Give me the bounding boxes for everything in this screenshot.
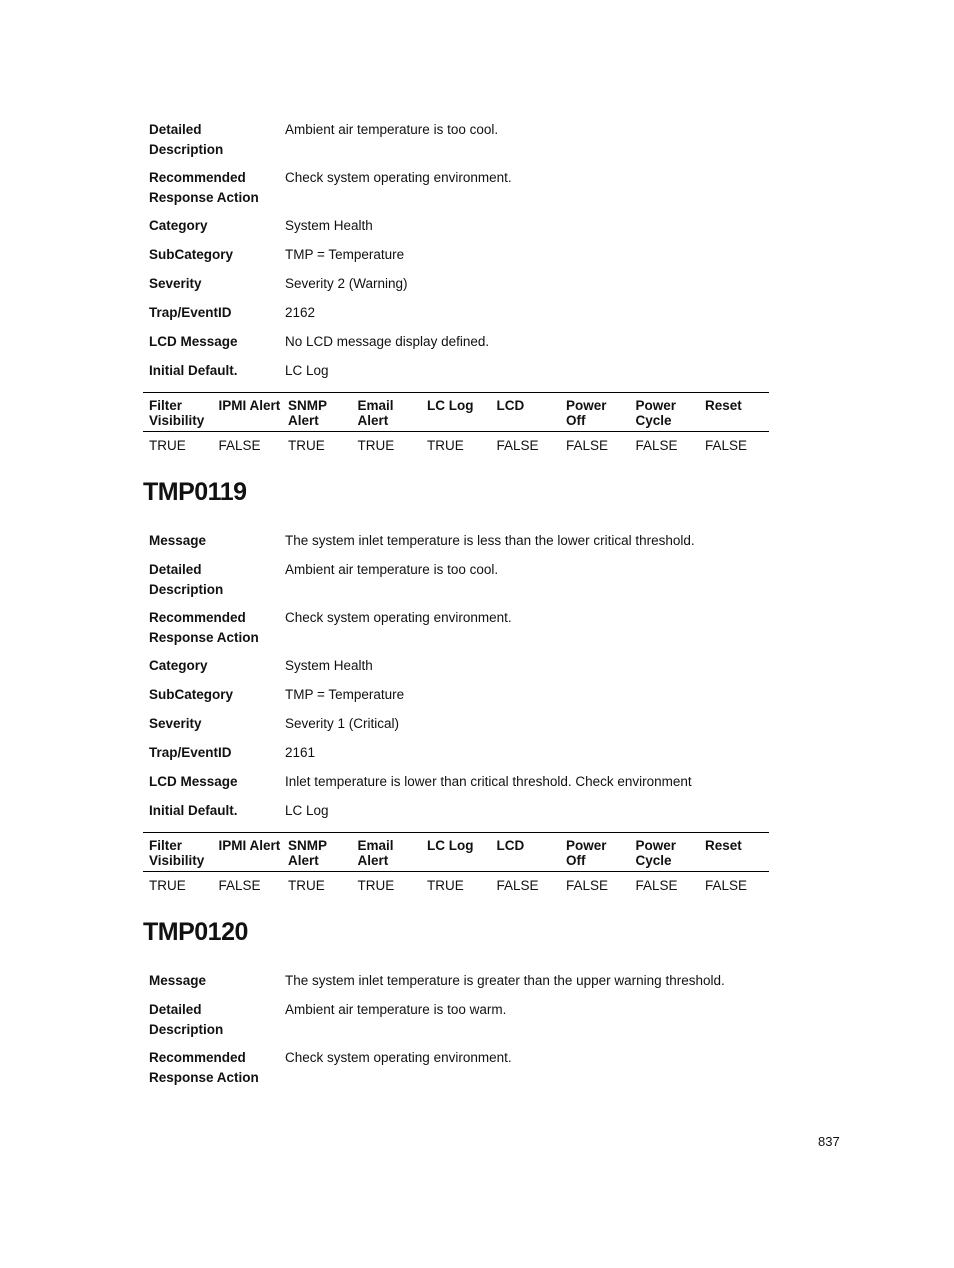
- filter-table-row: [143, 872, 769, 893]
- recommended-response-label: Recommended Response Action: [149, 1050, 259, 1085]
- filter-value-cell: TRUE: [149, 438, 186, 453]
- trap-event-id-label: Trap/EventID: [149, 305, 232, 320]
- filter-header-cell: LC Log: [427, 838, 474, 853]
- subcategory-label: SubCategory: [149, 687, 234, 702]
- initial-default-row: [149, 801, 769, 830]
- message-value: The system inlet temperature is less than the lower critical threshold.: [285, 533, 695, 548]
- filter-value-cell: TRUE: [427, 438, 464, 453]
- detailed-description-label: Detailed Description: [149, 562, 224, 597]
- detailed-description-value: Ambient air temperature is too cool.: [285, 562, 499, 577]
- subcategory-row: [149, 245, 769, 274]
- subcategory-label: SubCategory: [149, 247, 234, 262]
- filter-value-cell: FALSE: [635, 878, 678, 893]
- category-value: System Health: [285, 658, 373, 673]
- severity-value: Severity 1 (Critical): [285, 716, 400, 731]
- prev-entry-details: [149, 120, 769, 390]
- detailed-description-value: Ambient air temperature is too warm.: [285, 1002, 507, 1017]
- lcd-message-value: Inlet temperature is lower than critical threshold. Check environment: [285, 774, 692, 789]
- filter-header-cell: SNMP Alert: [288, 398, 327, 428]
- filter-value-cell: TRUE: [357, 878, 395, 893]
- filter-header-cell: Email Alert: [357, 838, 394, 868]
- initial-default-label: Initial Default.: [149, 803, 238, 818]
- trap-row: [149, 743, 769, 772]
- prev-filter-table: [143, 392, 769, 453]
- filter-header-cell: Power Off: [566, 838, 607, 868]
- recommended-response-value: Check system operating environment.: [285, 170, 512, 185]
- recommended-response-label: Recommended Response Action: [149, 170, 259, 205]
- category-row: [149, 216, 769, 245]
- recommended-row: [149, 608, 769, 656]
- filter-value-cell: FALSE: [496, 878, 539, 893]
- filter-header-cell: Power Cycle: [635, 398, 677, 428]
- filter-value-cell: FALSE: [705, 438, 748, 453]
- filter-table-header: [143, 832, 769, 872]
- message-label: Message: [149, 533, 207, 548]
- category-row: [149, 656, 769, 685]
- severity-value: Severity 2 (Warning): [285, 276, 408, 291]
- section-heading-tmp0120: TMP0120: [143, 918, 248, 946]
- filter-value-cell: TRUE: [357, 438, 395, 453]
- filter-value-cell: TRUE: [427, 878, 464, 893]
- severity-row: [149, 714, 769, 743]
- filter-header-cell: Email Alert: [357, 398, 394, 428]
- tmp0120-details: [149, 971, 769, 1096]
- detailed-description-label: Detailed Description: [149, 122, 224, 157]
- section-heading-tmp0119: TMP0119: [143, 478, 247, 506]
- filter-table-row: [143, 432, 769, 453]
- filter-header-cell: Filter Visibility: [149, 838, 205, 868]
- detail-row: [149, 1000, 769, 1048]
- filter-value-cell: FALSE: [705, 878, 748, 893]
- message-row: [149, 531, 769, 560]
- filter-value-cell: TRUE: [288, 438, 325, 453]
- category-value: System Health: [285, 218, 373, 233]
- recommended-response-value: Check system operating environment.: [285, 610, 512, 625]
- lcd-row: [149, 332, 769, 361]
- filter-value-cell: FALSE: [496, 438, 539, 453]
- recommended-response-value: Check system operating environment.: [285, 1050, 512, 1065]
- page-number: 837: [818, 1134, 840, 1149]
- tmp0119-filter-table: [143, 832, 769, 893]
- filter-header-cell: IPMI Alert: [218, 838, 281, 853]
- detail-row: [149, 560, 769, 608]
- filter-header-cell: IPMI Alert: [218, 398, 281, 413]
- filter-value-cell: FALSE: [635, 438, 678, 453]
- subcategory-value: TMP = Temperature: [285, 247, 405, 262]
- recommended-row: [149, 1048, 769, 1096]
- initial-default-label: Initial Default.: [149, 363, 238, 378]
- initial-default-value: LC Log: [285, 363, 329, 378]
- detailed-description-label: Detailed Description: [149, 1002, 224, 1037]
- trap-event-id-value: 2162: [285, 305, 316, 320]
- lcd-message-value: No LCD message display defined.: [285, 334, 490, 349]
- severity-label: Severity: [149, 276, 202, 291]
- message-label: Message: [149, 973, 207, 988]
- tmp0119-details: [149, 531, 769, 830]
- filter-value-cell: FALSE: [218, 878, 261, 893]
- filter-value-cell: FALSE: [566, 878, 609, 893]
- subcategory-value: TMP = Temperature: [285, 687, 405, 702]
- filter-header-cell: Reset: [705, 398, 742, 413]
- lcd-row: [149, 772, 769, 801]
- filter-header-cell: LCD: [496, 838, 525, 853]
- filter-header-cell: Power Off: [566, 398, 607, 428]
- filter-header-cell: Filter Visibility: [149, 398, 205, 428]
- detailed-description-value: Ambient air temperature is too cool.: [285, 122, 499, 137]
- category-label: Category: [149, 218, 208, 233]
- filter-header-cell: Reset: [705, 838, 742, 853]
- filter-header-cell: LCD: [496, 398, 525, 413]
- filter-value-cell: FALSE: [566, 438, 609, 453]
- message-row: [149, 971, 769, 1000]
- filter-value-cell: FALSE: [218, 438, 261, 453]
- lcd-message-label: LCD Message: [149, 334, 238, 349]
- subcategory-row: [149, 685, 769, 714]
- trap-event-id-label: Trap/EventID: [149, 745, 232, 760]
- filter-table-header: [143, 392, 769, 432]
- recommended-response-label: Recommended Response Action: [149, 610, 259, 645]
- initial-default-value: LC Log: [285, 803, 329, 818]
- severity-row: [149, 274, 769, 303]
- filter-header-cell: Power Cycle: [635, 838, 677, 868]
- filter-header-cell: SNMP Alert: [288, 838, 327, 868]
- trap-event-id-value: 2161: [285, 745, 316, 760]
- filter-header-cell: LC Log: [427, 398, 474, 413]
- filter-value-cell: TRUE: [288, 878, 325, 893]
- initial-default-row: [149, 361, 769, 390]
- trap-row: [149, 303, 769, 332]
- severity-label: Severity: [149, 716, 202, 731]
- filter-value-cell: TRUE: [149, 878, 186, 893]
- category-label: Category: [149, 658, 208, 673]
- recommended-row: [149, 168, 769, 216]
- lcd-message-label: LCD Message: [149, 774, 238, 789]
- detail-row: [149, 120, 769, 168]
- message-value: The system inlet temperature is greater than the upper warning threshold.: [285, 973, 725, 988]
